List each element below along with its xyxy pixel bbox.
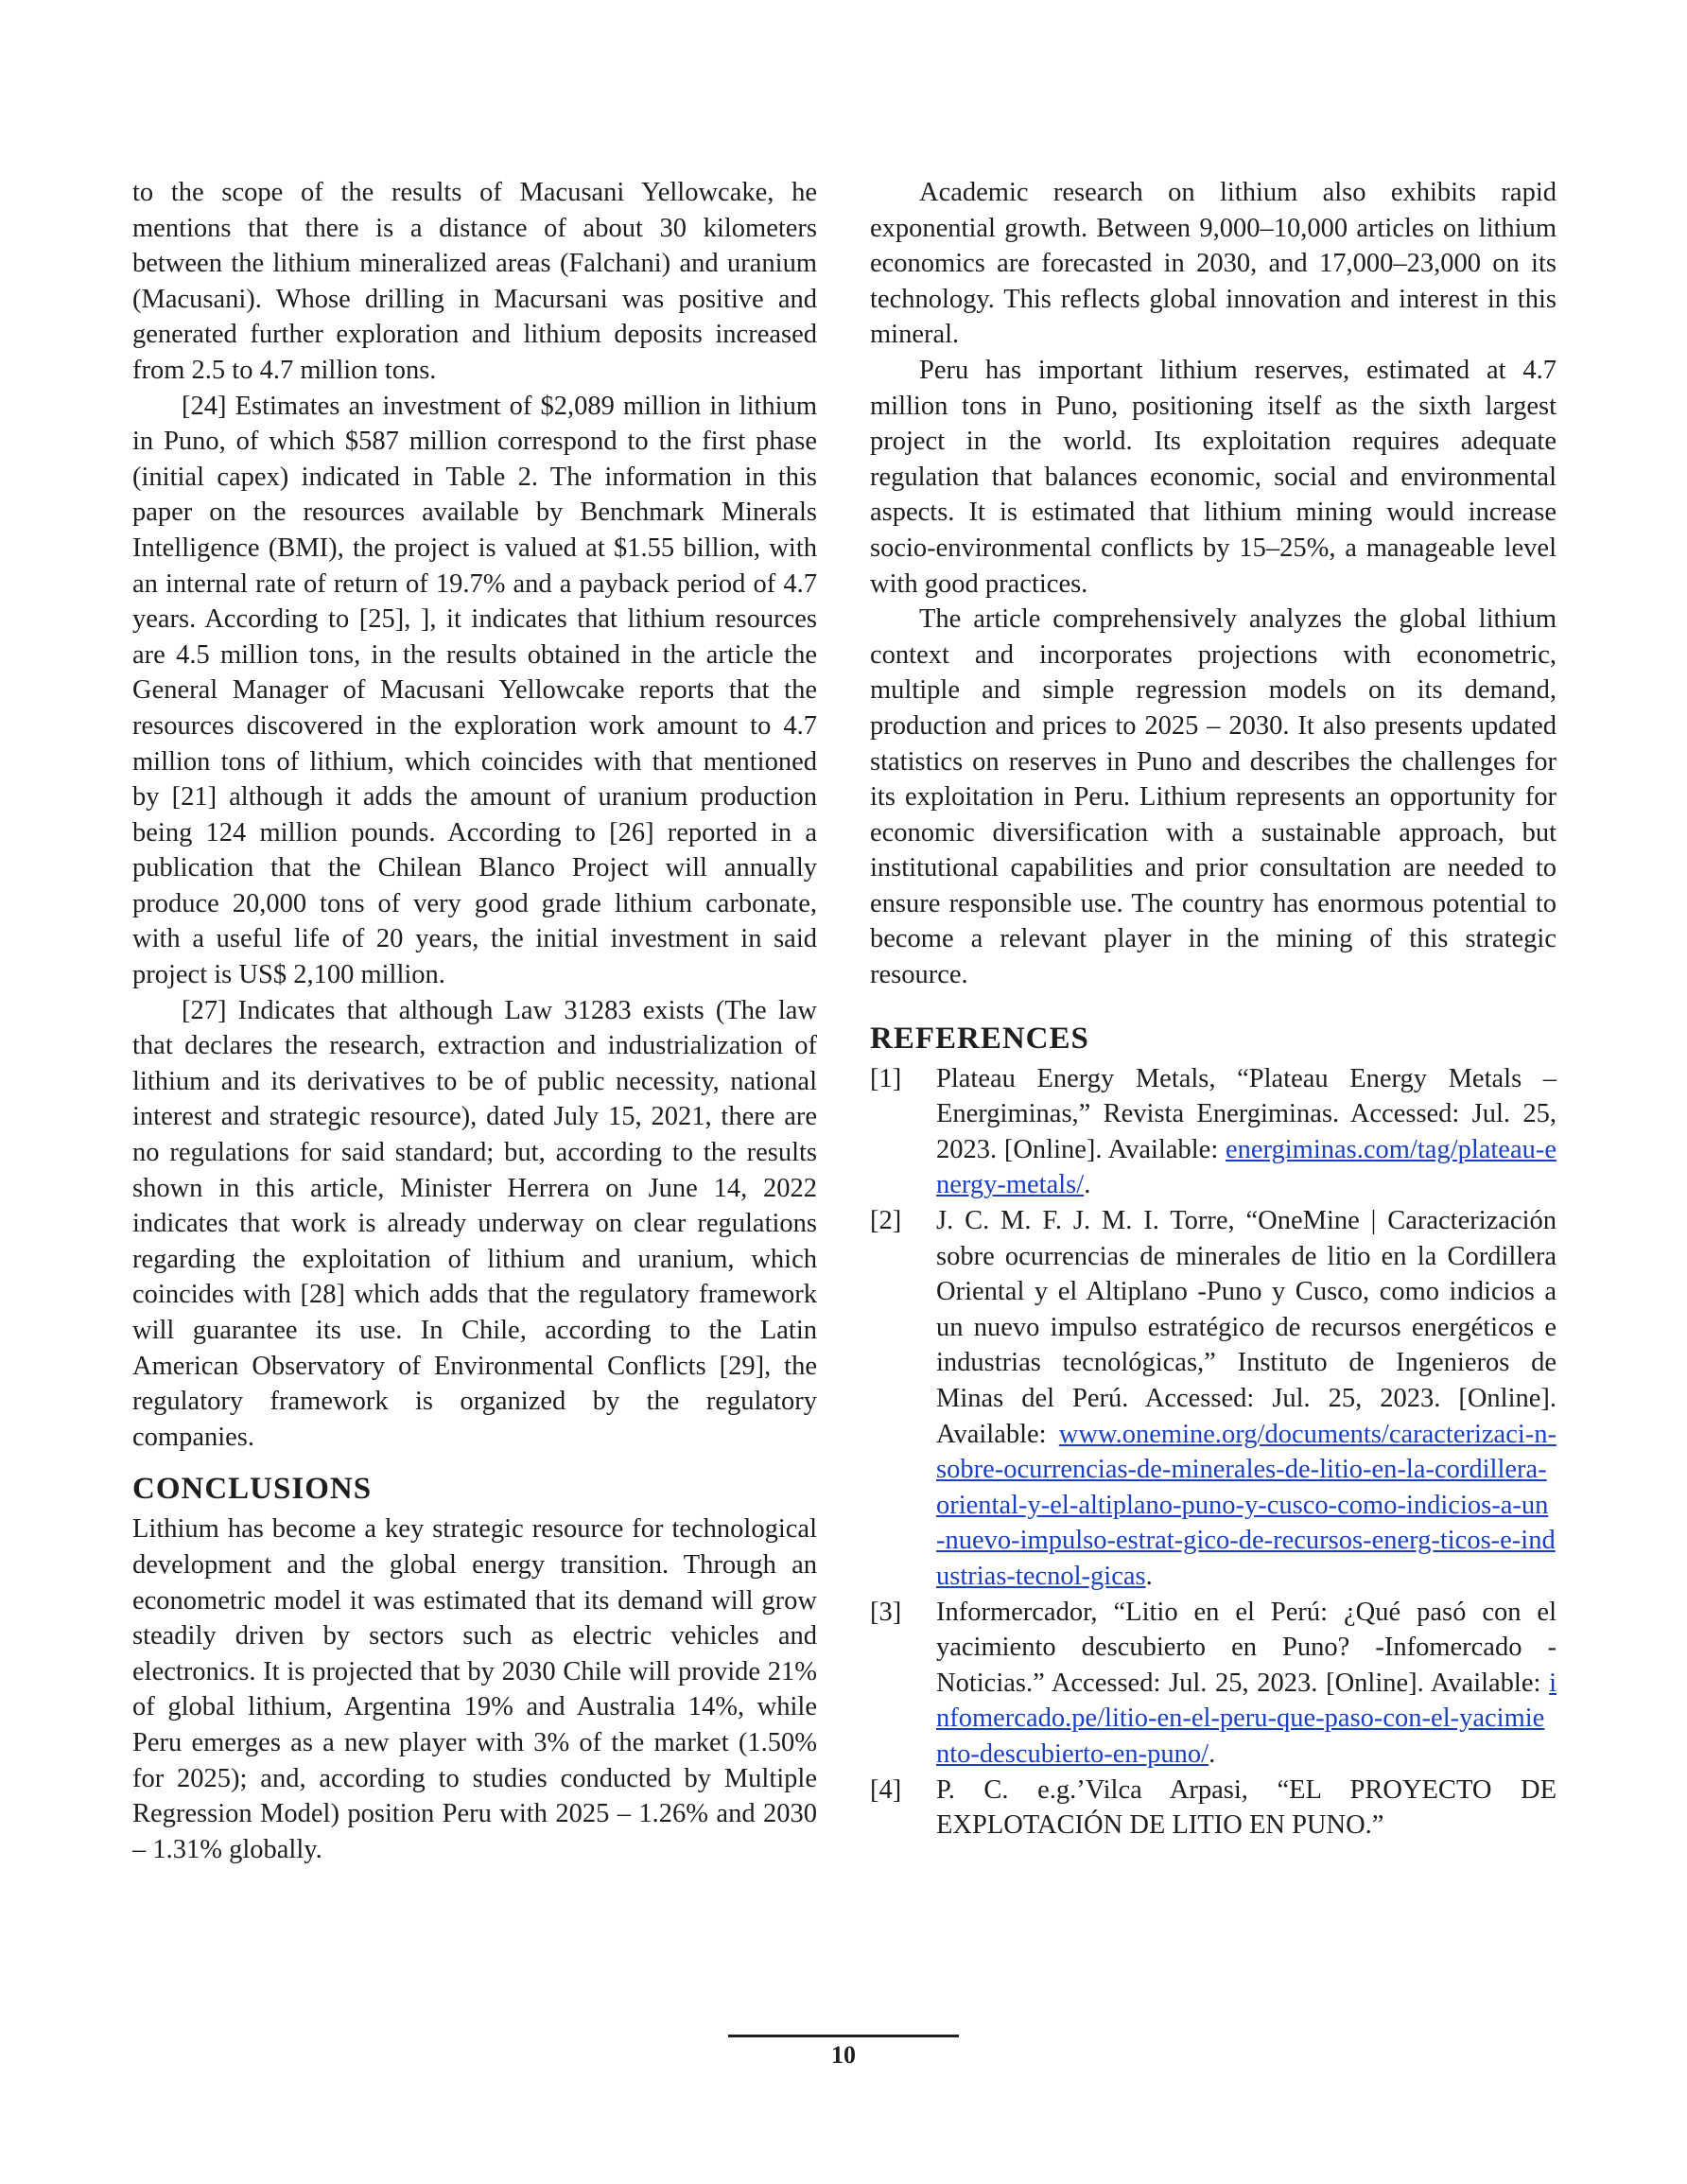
reference-item [870, 1595, 1557, 1773]
reference-number: [2] [870, 1206, 902, 1236]
references-heading: REFERENCES [870, 1021, 1089, 1056]
reference-item [870, 1203, 1557, 1595]
reference-text: Informercador, “Litio en el Perú: ¿Qué pasó con el yacimiento descubierto en Puno? -Infomercado -Noticias.” Accessed: Jul. 25, 2023. [Online]. Available: infomercado.pe/litio-en-el-peru-que-paso-con-el-yacimiento-descubierto-en-puno/. [936, 1597, 1557, 1769]
reference-item [870, 1061, 1557, 1203]
conclusions-paragraph: Lithium has become a key strategic resource for technological development and the global energy transition. Through an econometric model it was estimated that its demand will grow steadily driven by sectors such as electric vehicles and electronics. It is projected that by 2030 Chile will provide 21% of global lithium, Argentina 19% and Australia 14%, while Peru emerges as a new player with 3% of the market (1.50% for 2025); and, according to studies conducted by Multiple Regression Model) position Peru with 2025 – 1.26% and 2030 – 1.31% globally. [132, 1514, 817, 1864]
reference-number: [4] [870, 1774, 902, 1805]
left-column [132, 175, 817, 1867]
body-paragraph: Academic research on lithium also exhibits rapid exponential growth. Between 9,000–10,000 articles on lithium economics are forecasted in 2030, and 17,000–23,000 on its technology. This reflects global innovation and interest in this mineral. [870, 178, 1557, 350]
reference-number: [3] [870, 1597, 902, 1627]
reference-text: P. C. e.g.’Vilca Arpasi, “EL PROYECTO DE EXPLOTACIÓN DE LITIO EN PUNO.” [936, 1774, 1557, 1841]
body-paragraph: [24] Estimates an investment of $2,089 million in lithium in Puno, of which $587 million correspond to the first phase (initial capex) indicated in Table 2. The information in this paper on the resources available by Benchmark Minerals Intelligence (BMI), the project is valued at $1.55 billion, with an internal rate of return of 19.7% and a payback period of 4.7 years. According to [25], ], it indicates that lithium resources are 4.5 million tons, in the results obtained in the article the General Manager of Macusani Yellowcake reports that the resources discovered in the exploration work amount to 4.7 million tons of lithium, which coincides with that mentioned by [21] although it adds the amount of uranium production being 124 million pounds. According to [26] reported in a publication that the Chilean Blanco Project will annually produce 20,000 tons of very good grade lithium carbonate, with a useful life of 20 years, the initial investment in said project is US$ 2,100 million. [132, 391, 817, 990]
reference-link[interactable]: energiminas.com/tag/plateau-energy-metals/ [936, 1134, 1557, 1200]
body-paragraph: to the scope of the results of Macusani Yellowcake, he mentions that there is a distance of about 30 kilometers between the lithium mineralized areas (Falchani) and uranium (Macusani). Whose drilling in Macursani was positive and generated further exploration and lithium deposits increased from 2.5 to 4.7 million tons. [132, 178, 817, 385]
conclusions-heading: CONCLUSIONS [132, 1472, 373, 1507]
reference-link[interactable]: www.onemine.org/documents/caracterizaci-n-sobre-ocurrencias-de-minerales-de-litio-en-la-cordillera-oriental-y-el-altiplano-puno-y-cusco-como-indicios-a-un-nuevo-impulso-estrat-gico-de-recursos-energ-ticos-e-industrias-tecnol-gicas [936, 1419, 1557, 1591]
footer-rule [728, 2035, 959, 2037]
right-column [870, 175, 1557, 1843]
reference-text: Plateau Energy Metals, “Plateau Energy Metals – Energiminas,” Revista Energiminas. Accessed: Jul. 25, 2023. [Online]. Available: energiminas.com/tag/plateau-energy-metals/. [936, 1063, 1557, 1200]
body-paragraph: Peru has important lithium reserves, estimated at 4.7 million tons in Puno, positioning itself as the sixth largest project in the world. Its exploitation requires adequate regulation that balances economic, social and environmental aspects. It is estimated that lithium mining would increase socio-environmental conflicts by 15–25%, a manageable level with good practices. [870, 355, 1557, 599]
page-number: 10 [831, 2041, 856, 2069]
reference-number: [1] [870, 1063, 902, 1093]
body-paragraph: The article comprehensively analyzes the global lithium context and incorporates projections with econometric, multiple and simple regression models on its demand, production and prices to 2025 – 2030. It also presents updated statistics on reserves in Puno and describes the challenges for its exploitation in Peru. Lithium represents an opportunity for economic diversification with a sustainable approach, but institutional capabilities and prior consultation are needed to ensure responsible use. The country has enormous potential to become a relevant player in the mining of this strategic resource. [870, 604, 1557, 990]
reference-text: J. C. M. F. J. M. I. Torre, “OneMine | Caracterización sobre ocurrencias de minerales de litio en la Cordillera Oriental y el Altiplano -Puno y Cusco, como indicios a un nuevo impulso estratégico de recursos energéticos e industrias tecnológicas,” Instituto de Ingenieros de Minas del Perú. Accessed: Jul. 25, 2023. [Online]. Available: www.onemine.org/documents/caracterizaci-n-sobre-ocurrencias-de-minerales-de-litio-en-la-cordillera-oriental-y-el-altiplano-puno-y-cusco-como-indicios-a-un-nuevo-impulso-estrat-gico-de-recursos-energ-ticos-e-industrias-tecnol-gicas. [936, 1206, 1557, 1591]
reference-link[interactable]: infomercado.pe/litio-en-el-peru-que-paso-con-el-yacimiento-descubierto-en-puno/ [936, 1668, 1557, 1769]
body-paragraph: [27] Indicates that although Law 31283 exists (The law that declares the research, extraction and industrialization of lithium and its derivatives to be of public necessity, national interest and strategic resource), dated July 15, 2021, there are no regulations for said standard; but, according to the results shown in this article, Minister Herrera on June 14, 2022 indicates that work is already underway on clear regulations regarding the exploitation of lithium and uranium, which coincides with [28] which adds that the regulatory framework will guarantee its use. In Chile, according to the Latin American Observatory of Environmental Conflicts [29], the regulatory framework is organized by the regulatory companies. [132, 995, 817, 1452]
reference-item [870, 1773, 1557, 1843]
